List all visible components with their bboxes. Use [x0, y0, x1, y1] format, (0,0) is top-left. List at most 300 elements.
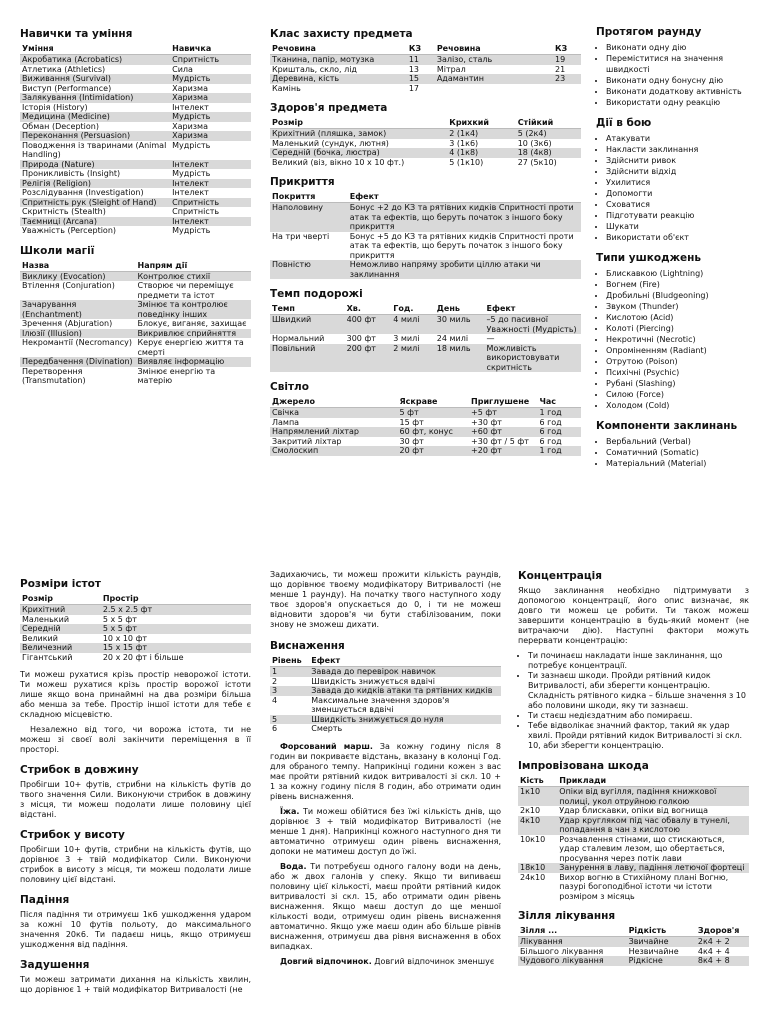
- components-heading: Компоненти заклинань: [596, 420, 738, 432]
- schools-heading: Школи магії: [20, 244, 95, 257]
- table-cell: Швидкість знижується вдвічі: [311, 676, 435, 686]
- table-cell: Занурення в лаву, падіння летючої фортеці: [557, 863, 749, 873]
- forced-march-text: [270, 742, 501, 802]
- table-cell: Інтелект: [170, 160, 251, 170]
- table-cell: Створює чи переміщує предмети та істот: [137, 281, 234, 300]
- table-cell: Спритність: [172, 207, 220, 216]
- skills-table: [20, 44, 251, 236]
- table-cell: Чудового лікування: [518, 956, 627, 966]
- table-header-row: [270, 44, 581, 55]
- column-header: Покриття: [270, 192, 348, 203]
- list-item: • Переміститися на значення швидкості: [606, 53, 756, 75]
- table-cell: 6 год: [537, 427, 581, 437]
- table-cell: Завада до перевірок навичок: [309, 667, 501, 677]
- table-cell: Крихітний (пляшка, замок): [270, 129, 447, 139]
- table-cell: 2 (1к4): [447, 129, 515, 139]
- table-cell: 2к10: [520, 806, 541, 815]
- table-row: [20, 605, 251, 615]
- table-cell: 2 милі: [391, 344, 435, 373]
- table-cell: 10 (3к6): [517, 138, 552, 148]
- table-cell: [553, 84, 581, 94]
- table-row: [20, 207, 251, 217]
- table-header-row: [270, 304, 581, 315]
- actions-heading: Дії в бою: [596, 117, 652, 129]
- list-item: • Дробильні (Bludgeoning): [606, 290, 756, 301]
- table-cell: Виступ (Performance): [22, 83, 112, 93]
- table-cell: Блокує, виганяє, захищає: [137, 319, 247, 328]
- table-cell: 4 милі: [391, 315, 435, 335]
- table-cell: Втілення (Conjuration): [22, 281, 115, 290]
- column-header: Приклади: [557, 776, 749, 787]
- table-cell: +20 фт: [469, 446, 537, 456]
- table-cell: Сила: [172, 64, 193, 74]
- forced-march-lead: Форсований марш.: [280, 741, 373, 751]
- sizes-table: [20, 594, 251, 662]
- table-row: [20, 357, 251, 367]
- table-cell: Поводження із тваринами (Animal Handling): [22, 140, 167, 159]
- table-cell: 18к10: [518, 863, 557, 873]
- list-item: • Виконати додаткову активність: [606, 86, 756, 97]
- table-cell: 1к10: [518, 787, 557, 807]
- table-cell: 13: [408, 64, 420, 74]
- column-header: Яскраве: [398, 397, 470, 408]
- table-cell: Удар блискавки, опіки від вогнища: [559, 806, 709, 815]
- list-item: • Отрутою (Poison): [606, 356, 756, 367]
- table-cell: Маленький (сундук, лютня): [272, 138, 389, 148]
- table-cell: 20 фт: [398, 446, 470, 456]
- table-cell: 300 фт: [346, 334, 376, 343]
- table-row: [270, 686, 501, 696]
- actions-section: [596, 117, 756, 243]
- object-hp-heading: Здоров'я предмета: [270, 102, 388, 114]
- list-item: • Підготувати реакцію: [606, 210, 756, 221]
- damage-list: [596, 268, 756, 411]
- column-header: Хв.: [345, 304, 392, 315]
- table-cell: Розчавлення стінами, що стискаються, удар сталевим лезом, що обертається, просування через потік лави: [559, 834, 725, 863]
- table-cell: Адамантин: [435, 74, 553, 84]
- table-row: [518, 787, 749, 807]
- improvised-section: [518, 760, 749, 901]
- schools-table: [20, 261, 251, 386]
- table-cell: Спритність: [170, 55, 251, 65]
- table-cell: Крихітний: [20, 605, 101, 615]
- exhaustion-heading: Виснаження: [270, 640, 345, 652]
- table-cell: 15 фт: [399, 417, 424, 427]
- table-cell: 4 (1к8): [447, 148, 515, 158]
- column-header: Здоров'я: [696, 926, 749, 937]
- table-cell: 5 фт: [398, 408, 470, 418]
- table-header-row: [20, 44, 251, 55]
- table-row: [20, 65, 251, 75]
- table-cell: +60 фт: [469, 427, 537, 437]
- column-header: Розмір: [20, 594, 101, 605]
- table-cell: Інтелект: [170, 179, 251, 189]
- table-cell: Середній (бочка, люстра): [270, 148, 447, 158]
- table-header-row: [20, 261, 251, 272]
- column-header: Кість: [518, 776, 557, 787]
- list-item: • Використати одну реакцію: [606, 97, 756, 108]
- table-row: [270, 315, 581, 335]
- column-header: Час: [537, 397, 581, 408]
- food-text: [270, 807, 501, 857]
- table-cell: Середній: [20, 624, 101, 634]
- table-row: [20, 329, 251, 339]
- column-header: Простір: [101, 594, 251, 605]
- table-cell: Свічка: [270, 408, 398, 418]
- table-row: [270, 344, 581, 373]
- table-cell: Викривлює сприйняття: [136, 329, 252, 339]
- table-cell: Звичайне: [627, 937, 696, 947]
- table-cell: 4к10: [518, 816, 557, 835]
- table-cell: Медицина (Medicine): [20, 112, 170, 122]
- table-cell: 19: [553, 55, 581, 65]
- column-header: Навичка: [170, 44, 251, 55]
- table-row: [518, 835, 749, 864]
- object-ac-section: [270, 28, 581, 93]
- table-row: [270, 74, 581, 84]
- table-cell: Лікування: [518, 937, 627, 947]
- high-jump-text: Пробігши 10+ футів, стрибни на кількість футів, що дорівнює 3 + твій модифікатор Сили. Виконуючи стрибок в висоту з місця, ти можеш подолати лише половину цієї відстані.: [20, 845, 251, 884]
- column-header: Ефект: [309, 656, 501, 667]
- falling-section: [20, 894, 251, 950]
- table-cell: Спритність: [170, 198, 251, 208]
- table-cell: На три чверті: [272, 231, 330, 241]
- table-cell: 60 фт, конус: [398, 427, 470, 437]
- table-cell: Смолоскип: [270, 446, 398, 456]
- table-cell: Маленький: [22, 614, 70, 624]
- falling-text: Після падіння ти отримуєш 1к6 ушкодження ударом за кожні 10 футів польоту, до максимального значення 20к6. Ти падаєш ниць, якщо отримуєш ушкодження від падіння.: [20, 910, 251, 949]
- table-row: [20, 103, 251, 113]
- table-cell: 1 год: [537, 446, 581, 456]
- table-cell: Змінює та контролює поведінку інших: [136, 300, 252, 319]
- table-cell: Залізо, сталь: [435, 55, 553, 65]
- table-row: [20, 74, 251, 84]
- table-cell: Змінює енергію та матерію: [137, 366, 216, 385]
- table-cell: Інтелект: [170, 217, 251, 227]
- table-row: [270, 232, 581, 261]
- round-section: [596, 26, 756, 108]
- table-row: [270, 724, 501, 734]
- food-body: Ти можеш обійтися без їжі кількість днів, що дорівнює 3 + твій модифікатор Витривалості (не менше 1 дня). Наприкінці кожного наступного дня ти автоматично отримуєш один рівень виснаження, допоки не матимеш доступ до їжі.: [270, 806, 501, 856]
- table-row: [518, 806, 749, 816]
- cover-section: [270, 176, 581, 279]
- table-cell: Природа (Nature): [20, 160, 170, 170]
- table-cell: Скритність (Stealth): [22, 207, 106, 216]
- table-row: [270, 427, 581, 437]
- table-row: [20, 367, 251, 386]
- col-3-top: [596, 26, 756, 478]
- damage-section: [596, 252, 756, 411]
- table-cell: Бонус +2 до КЗ та рятівних кидків Спритності проти атак та ефектів, що беруть початок з іншого боку прикриття: [348, 203, 581, 232]
- table-cell: Камінь: [272, 83, 301, 93]
- list-item: • Опроміненням (Radiant): [606, 345, 756, 356]
- table-cell: Гігантський: [22, 652, 73, 662]
- table-cell: 5 x 5 фт: [102, 614, 137, 624]
- table-row: [518, 956, 749, 966]
- table-cell: Смерть: [311, 724, 343, 733]
- sizes-text-1: Ти можеш рухатися крізь простір неворожої істоти. Ти можеш рухатися крізь простір ворожої істоти лише якщо вона принаймні на два розміри більша або менша за тебе. Простір іншої істоти для тебе є складною місцевістю.: [20, 670, 251, 719]
- table-row: [518, 863, 749, 873]
- table-row: [270, 129, 581, 139]
- long-rest-body: Довгий відпочинок зменшує: [371, 956, 495, 966]
- list-item: • Рубані (Slashing): [606, 378, 756, 389]
- table-row: [20, 131, 251, 141]
- table-cell: +5 фт: [469, 408, 537, 418]
- high-jump-heading: Стрибок у висоту: [20, 829, 125, 841]
- table-cell: 5 x 5 фт: [101, 624, 251, 634]
- list-item: • Силою (Force): [606, 389, 756, 400]
- table-cell: +30 фт: [471, 417, 502, 427]
- table-row: [270, 260, 581, 279]
- table-cell: –5 до пасивної Уважності (Мудрість): [485, 315, 581, 335]
- table-cell: +30 фт / 5 фт: [471, 436, 529, 446]
- list-item: • Звуком (Thunder): [606, 301, 756, 312]
- table-cell: Повністю: [270, 260, 348, 279]
- table-cell: Переконання (Persuasion): [20, 131, 170, 141]
- table-cell: 5 (1к10): [449, 157, 484, 167]
- table-row: [270, 139, 581, 149]
- column-header: Ефект: [485, 304, 581, 315]
- table-cell: 23: [553, 74, 581, 84]
- components-section: [596, 420, 756, 469]
- table-cell: Обман (Deception): [22, 121, 99, 131]
- list-item: • Вербальний (Verbal): [606, 436, 756, 447]
- table-cell: Атлетика (Athletics): [22, 64, 106, 74]
- list-item: • Психічні (Psychic): [606, 367, 756, 378]
- list-item: • Холодом (Cold): [606, 400, 756, 411]
- table-cell: 400 фт: [345, 315, 392, 335]
- cover-heading: Прикриття: [270, 176, 335, 188]
- col-1-bottom: [20, 578, 251, 1004]
- damage-heading: Типи ушкоджень: [596, 252, 702, 264]
- table-cell: 30 миль: [435, 315, 485, 335]
- table-header-row: [270, 656, 501, 667]
- table-row: [270, 437, 581, 447]
- light-section: [270, 381, 581, 456]
- table-cell: Виклику (Evocation): [20, 271, 136, 281]
- table-row: [20, 226, 251, 236]
- table-cell: 5 (2к4): [516, 129, 581, 139]
- suffocation-text: Ти можеш затримати дихання на кількість хвилин, що дорівнює 1 + твій модифікатор Витривалості (не: [20, 975, 251, 994]
- table-cell: 200 фт: [345, 344, 392, 373]
- light-table: [270, 397, 581, 456]
- column-header: Темп: [270, 304, 345, 315]
- column-header: Рівень: [270, 656, 309, 667]
- table-cell: 2.5 x 2.5 фт: [101, 605, 251, 615]
- table-row: [270, 418, 581, 428]
- table-row: [270, 158, 581, 168]
- list-item: • Ти стаєш недієздатним або помираєш.: [528, 711, 749, 721]
- table-row: [270, 65, 581, 75]
- list-item: • Ухилитися: [606, 177, 756, 188]
- table-cell: 3 милі: [393, 334, 420, 343]
- table-cell: Мудрість: [172, 140, 211, 150]
- list-item: • Шукати: [606, 221, 756, 232]
- table-row: [20, 271, 251, 281]
- table-row: [270, 55, 581, 65]
- round-heading: Протягом раунду: [596, 26, 702, 38]
- table-cell: Контролює стихії: [136, 271, 252, 281]
- list-item: • Блискавкою (Lightning): [606, 268, 756, 279]
- column-header: Рідкість: [627, 926, 696, 937]
- suffocation-continued: Задихаючись, ти можеш прожити кількість раундів, що дорівнює твоєму модифікатору Витривалості (не менше 1 раунду). На початку твого наступного ходу твоє здоров'я опускається до 0, і ти не можеш відновити здоров'я чи бути стабілізованим, поки знову не зможеш дихати.: [270, 570, 501, 629]
- column-header: Ефект: [348, 192, 581, 203]
- table-cell: Перетворення (Transmutation): [22, 366, 86, 385]
- list-item: • Сховатися: [606, 199, 756, 210]
- column-header: Речовина: [270, 44, 407, 55]
- column-header: Назва: [20, 261, 136, 272]
- table-row: [518, 816, 749, 835]
- table-cell: 1 год: [537, 408, 581, 418]
- table-row: [270, 148, 581, 158]
- table-row: [20, 300, 251, 319]
- table-row: [20, 624, 251, 634]
- table-cell: 10 x 10 фт: [102, 633, 148, 643]
- potions-heading: Зілля лікування: [518, 910, 616, 922]
- column-header: Джерело: [270, 397, 398, 408]
- object-hp-table: [270, 118, 581, 167]
- table-row: [20, 217, 251, 227]
- column-header: Крихкий: [447, 118, 515, 129]
- object-hp-section: [270, 102, 581, 167]
- table-cell: Закритий ліхтар: [272, 436, 342, 446]
- table-cell: 30 фт: [399, 436, 424, 446]
- concentration-text: Якщо заклинання необхідно підтримувати з допомогою концентрації, його опис визначає, як довго ти можеш це робити. Ти також можеш завершити концентрацію в будь-який момент (не витрачаючи дію). Наступні фактори можуть перервати концентрацію:: [518, 586, 749, 645]
- table-cell: 24 милі: [436, 334, 469, 343]
- high-jump-section: [20, 829, 251, 885]
- table-cell: Великий: [22, 633, 58, 643]
- table-row: [20, 615, 251, 625]
- table-cell: 2: [272, 676, 278, 686]
- list-item: • Здійснити ривок: [606, 155, 756, 166]
- light-heading: Світло: [270, 381, 309, 393]
- list-item: • Виконати одну бонусну дію: [606, 75, 756, 86]
- table-cell: 6: [272, 724, 278, 733]
- list-item: • Використати об'єкт: [606, 232, 756, 243]
- table-cell: Неможливо напряму зробити ціллю атаки чи заклинання: [348, 260, 581, 279]
- col-2-top: [270, 28, 581, 465]
- table-row: [270, 446, 581, 456]
- table-row: [270, 408, 581, 418]
- pace-table: [270, 304, 581, 372]
- list-item: • Ти починаєш накладати інше заклинання, що потребує концентрації.: [528, 651, 749, 671]
- table-cell: Можливість використовувати скритність: [485, 344, 581, 373]
- table-row: [20, 169, 251, 179]
- table-cell: Повільний: [270, 344, 345, 373]
- table-row: [20, 160, 251, 170]
- table-cell: Тканина, папір, мотузка: [270, 55, 407, 65]
- table-cell: Кришталь, скло, лід: [272, 64, 357, 74]
- table-cell: Удар кругляком під час обвалу в тунелі, попадання в чан з кислотою: [557, 816, 749, 835]
- table-cell: 2к4 + 2: [696, 937, 749, 947]
- table-cell: 21: [554, 64, 566, 74]
- water-lead: Вода.: [280, 861, 307, 871]
- table-header-row: [518, 776, 749, 787]
- table-row: [270, 84, 581, 94]
- table-cell: Проникливість (Insight): [22, 169, 121, 178]
- long-rest-lead: Довгий відпочинок.: [280, 956, 372, 966]
- list-item: • Накласти заклинання: [606, 144, 756, 155]
- skills-heading: Навички та уміння: [20, 28, 133, 40]
- list-item: • Соматичний (Somatic): [606, 447, 756, 458]
- list-item: • Колоті (Piercing): [606, 323, 756, 334]
- forced-march-body: За кожну годину після 8 годин ви покриваєте відстань, вказану в колонці Год. для обраного темпу. Наприкінці години кожен з вас має пройти рятівний кидок витривалості зі скл. 10 + 1 за кожну годину після 8 годин, або отримати один рівень виснаження.: [270, 741, 501, 801]
- pace-section: [270, 288, 581, 372]
- falling-heading: Падіння: [20, 894, 70, 906]
- table-cell: Передбачення (Divination): [20, 357, 136, 367]
- table-row: [270, 334, 581, 344]
- table-row: [270, 667, 501, 677]
- suffocation-section: [20, 959, 251, 995]
- column-header: КЗ: [553, 44, 581, 55]
- table-cell: Швидкий: [270, 315, 345, 335]
- table-cell: Релігія (Religion): [20, 179, 170, 189]
- table-row: [20, 93, 251, 103]
- cover-table: [270, 192, 581, 279]
- table-cell: Спритність рук (Sleight of Hand): [20, 198, 170, 208]
- table-header-row: [20, 594, 251, 605]
- table-cell: Незвичайне: [628, 946, 679, 956]
- table-cell: 15: [407, 74, 435, 84]
- table-cell: Керує енергією життя та смерті: [137, 338, 244, 357]
- column-header: Напрям дії: [136, 261, 252, 272]
- table-cell: Виявляє інформацію: [136, 357, 252, 367]
- potions-table: [518, 926, 749, 966]
- table-cell: 10к10: [520, 834, 546, 844]
- column-header: Розмір: [270, 118, 447, 129]
- table-cell: Розслідування (Investigation): [22, 188, 144, 197]
- table-header-row: [270, 192, 581, 203]
- table-cell: 4: [272, 695, 278, 705]
- column-header: Зілля ...: [518, 926, 627, 937]
- col-1-top: [20, 28, 251, 395]
- column-header: КЗ: [407, 44, 435, 55]
- schools-section: [20, 245, 251, 386]
- table-cell: 4к4 + 4: [697, 946, 730, 956]
- suffocation-heading: Задушення: [20, 959, 90, 971]
- table-cell: 6 год: [539, 417, 562, 427]
- exhaustion-section: [270, 640, 501, 967]
- table-cell: Мітрал: [436, 64, 466, 74]
- table-header-row: [270, 118, 581, 129]
- table-row: [20, 281, 251, 300]
- table-cell: Лампа: [272, 417, 300, 427]
- table-cell: 18 (4к8): [516, 148, 581, 158]
- col-3-bottom: [518, 570, 749, 975]
- potions-section: [518, 910, 749, 966]
- table-cell: Історія (History): [22, 102, 88, 112]
- table-cell: Опіки від вугілля, падіння книжкової полиці, укол отруйною голкою: [557, 787, 749, 807]
- long-rest-text: [270, 957, 501, 967]
- table-cell: Рідкісне: [627, 956, 696, 966]
- table-cell: Завада до кидків атаки та рятівних кидків: [309, 686, 501, 696]
- table-cell: Інтелект: [172, 102, 209, 112]
- table-row: [20, 179, 251, 189]
- table-cell: Таємниці (Arcana): [20, 217, 170, 227]
- table-cell: 3 (1к6): [449, 138, 479, 148]
- list-item: • Ти зазнаєш шкоди. Пройди рятівний кидок Витривалості, аби зберегти концентрацію. Складність рятівного кидка – більше значення з 10 або половини шкоди, яку ти зазнаєш.: [528, 671, 749, 711]
- table-row: [270, 696, 501, 715]
- table-row: [270, 677, 501, 687]
- water-text: [270, 862, 501, 952]
- table-cell: [435, 84, 553, 94]
- concentration-list: [518, 651, 749, 751]
- table-row: [518, 873, 749, 902]
- table-cell: 3: [270, 686, 309, 696]
- table-cell: Інтелект: [172, 188, 209, 197]
- table-header-row: [270, 397, 581, 408]
- table-cell: 17: [408, 83, 420, 93]
